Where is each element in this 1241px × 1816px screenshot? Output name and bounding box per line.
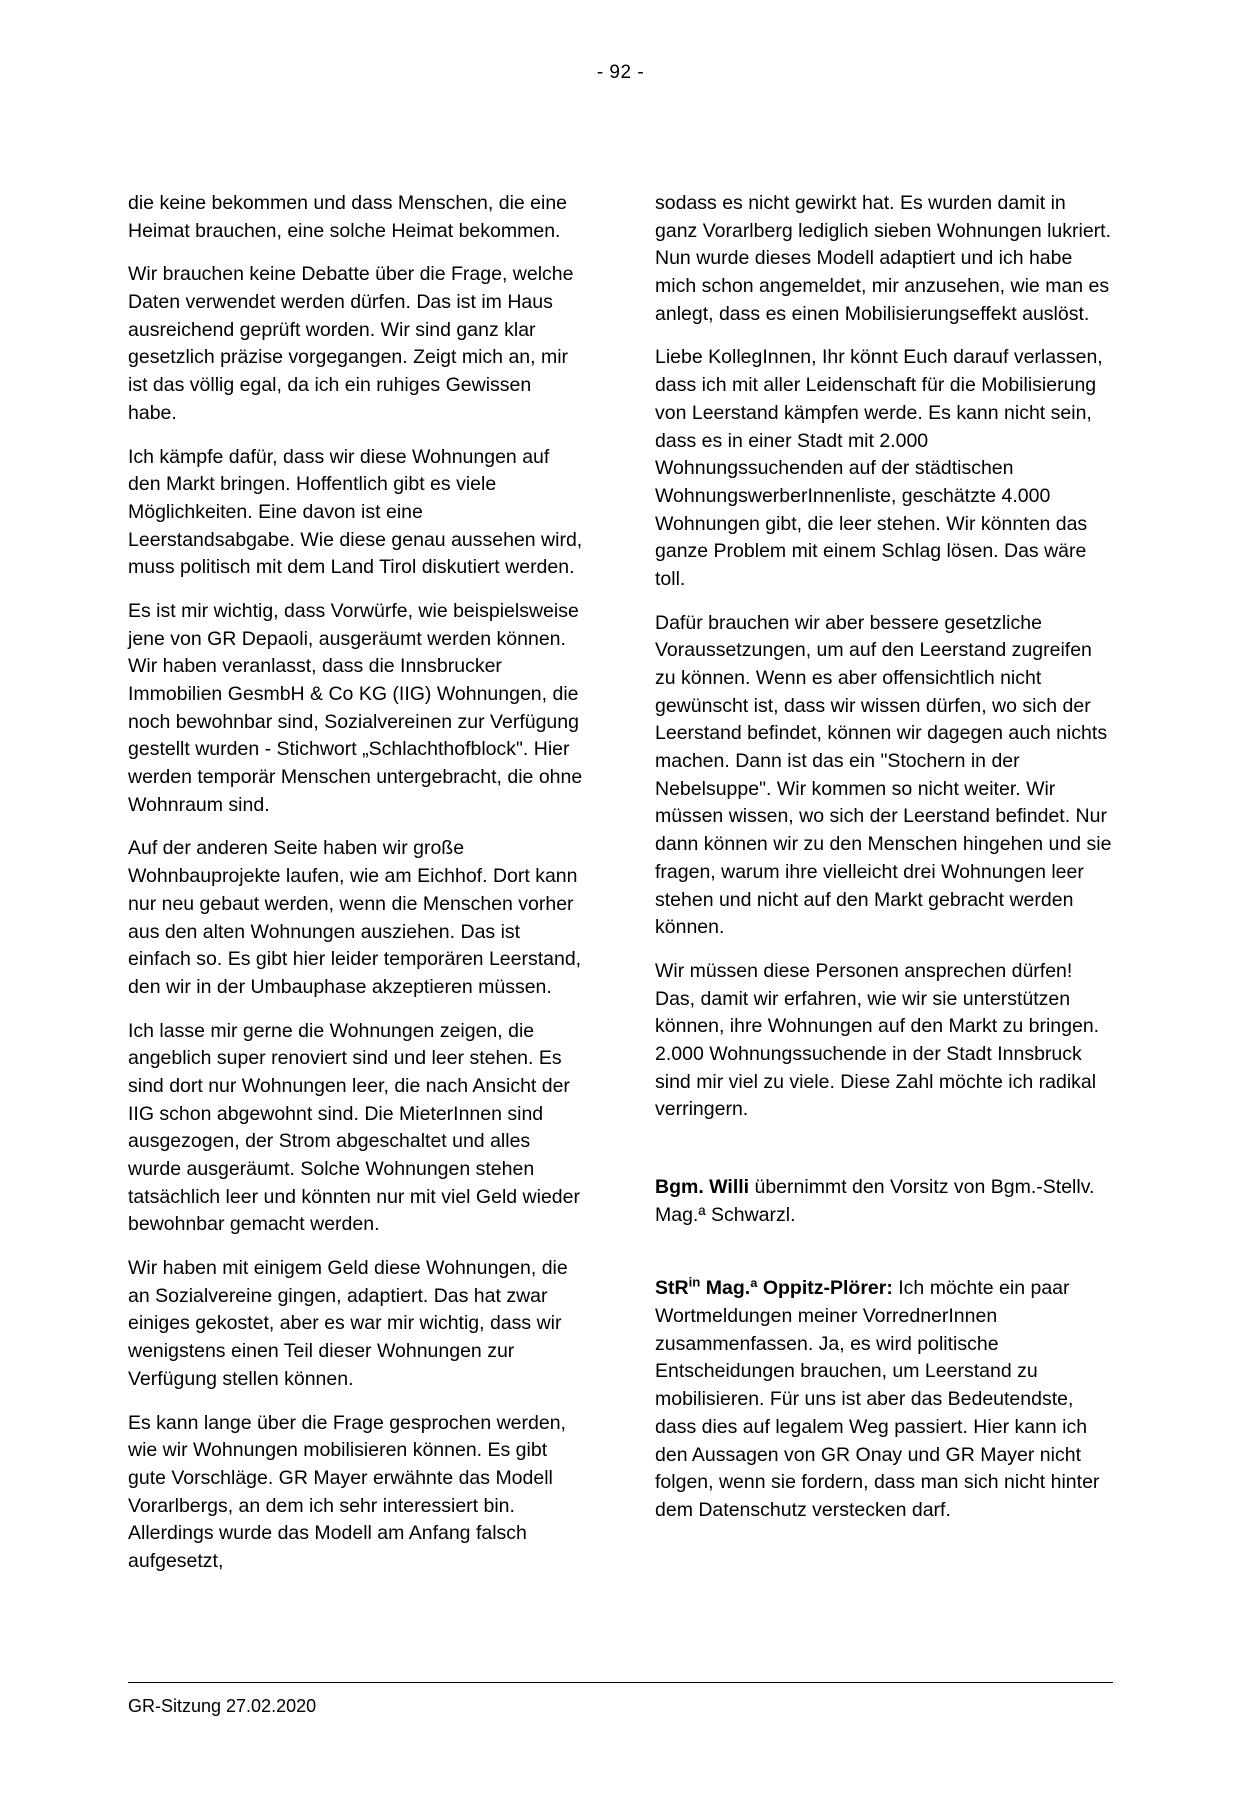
paragraph: Wir müssen diese Personen ansprechen dürfen! Das, damit wir erfahren, wie wir sie unterstützen können, ihre Wohnungen auf den Markt zu bringen. 2.000 Wohnungssuchende in der Stadt Innsbruck sind mir viel zu viele. Diese Zahl möchte ich radikal verringern. xyxy=(655,959,1100,1121)
chair-speaker-name: Bgm. Willi xyxy=(655,1176,750,1198)
paragraph: Es kann lange über die Frage gesprochen werden, wie wir Wohnungen mobilisieren können. Es gibt gute Vorschläge. GR Mayer erwähnte das Modell Vorarlbergs, an dem ich sehr interessiert bin. Allerdings wurde das Modell am Anfang falsch aufgesetzt, xyxy=(128,1411,566,1572)
paragraph: Dafür brauchen wir aber bessere gesetzliche Voraussetzungen, um auf den Leerstand zugreifen zu können. Wenn es aber offensichtlich nicht gewünscht ist, dass wir wissen dürfen, wo sich der Leerstand befindet, können wir dagegen auch nichts machen. Dann ist das ein "Stochern in der Nebelsuppe". Wir kommen so nicht weiter. Wir müssen wissen, wo sich der Leerstand befindet. Nur dann können wir zu den Menschen hingehen und sie fragen, warum ihre vielleicht drei Wohnungen leer stehen und nicht auf den Markt gebracht werden können. xyxy=(655,611,1112,939)
paragraph: Auf der anderen Seite haben wir große Wohnbauprojekte laufen, wie am Eichhof. Dort kann nur neu gebaut werden, wenn die Menschen vorher aus den alten Wohnungen ausziehen. Das ist einfach so. Es gibt hier leider temporären Leerstand, den wir in der Umbauphase akzeptieren müssen. xyxy=(128,837,582,998)
section-spacer xyxy=(655,1245,1112,1275)
left-column xyxy=(128,190,585,1576)
two-column-body xyxy=(128,190,1113,1576)
page-number: - 92 - xyxy=(596,62,645,83)
right-column xyxy=(655,190,1112,1576)
paragraph: Wir haben mit einigem Geld diese Wohnungen, die an Sozialvereine gingen, adaptiert. Das hat zwar einiges gekostet, aber es war mir wichtig, dass wir wenigstens einen Teil dieser Wohnungen zur Verfügung stellen können. xyxy=(128,1257,568,1390)
speaker-suffix-superscript: in xyxy=(688,1274,701,1290)
paragraph: Wir brauchen keine Debatte über die Frage, welche Daten verwendet werden dürfen. Das ist im Haus ausreichend geprüft worden. Wir sind ganz klar gesetzlich präzise vorgegangen. Zeigt mich an, mir ist das völlig egal, da ich ein ruhiges Gewissen habe. xyxy=(128,263,574,424)
speaker-rest: Mag.ª Oppitz-Plörer: xyxy=(700,1277,893,1300)
chair-note-text: übernimmt den Vorsitz von Bgm.-Stellv. Mag.ª Schwarzl. xyxy=(655,1176,1095,1226)
speech-text: Ich möchte ein paar Wortmeldungen meiner VorrednerInnen zusammenfassen. Ja, es wird politische Entscheidungen brauchen, um Leerstand zu mobilisieren. Für uns ist aber das Bedeutendste, dass dies auf legalem Weg passiert. Hier kann ich den Aussagen von GR Onay und GR Mayer nicht folgen, wenn sie fordern, dass man sich nicht hinter dem Datenschutz verstecken darf. xyxy=(655,1277,1100,1521)
paragraph: sodass es nicht gewirkt hat. Es wurden damit in ganz Vorarlberg lediglich sieben Wohnungen lukriert. Nun wurde dieses Modell adaptiert und ich habe mich schon angemeldet, mir anzusehen, wie man es anlegt, dass es einen Mobilisierungseffekt auslöst. xyxy=(655,192,1112,325)
document-page xyxy=(0,62,1241,1816)
footer-label: GR-Sitzung 27.02.2020 xyxy=(128,1696,317,1716)
chair-change-note xyxy=(655,1174,1112,1229)
paragraph: Ich kämpfe dafür, dass wir diese Wohnungen auf den Markt bringen. Hoffentlich gibt es viele Möglichkeiten. Eine davon ist eine Leerstandsabgabe. Wie diese genau aussehen wird, muss politisch mit dem Land Tirol diskutiert werden. xyxy=(128,445,583,579)
section-spacer xyxy=(655,1140,1112,1174)
paragraph: die keine bekommen und dass Menschen, die eine Heimat brauchen, eine solche Heimat bekommen. xyxy=(128,192,568,242)
speech-block xyxy=(655,1275,1112,1524)
speech-speaker-name xyxy=(655,1274,893,1300)
paragraph: Ich lasse mir gerne die Wohnungen zeigen, die angeblich super renoviert sind und leer stehen. Es sind dort nur Wohnungen leer, die nach Ansicht der IIG schon abgewohnt sind. Die MieterInnen sind ausgezogen, der Strom abgeschaltet und alles wurde ausgeräumt. Solche Wohnungen stehen tatsächlich leer und könnten nur mit viel Geld wieder bewohnbar gemacht werden. xyxy=(128,1019,580,1236)
footer-divider xyxy=(128,1682,1113,1683)
paragraph: Es ist mir wichtig, dass Vorwürfe, wie beispielsweise jene von GR Depaoli, ausgeräumt werden können. Wir haben veranlasst, dass die Innsbrucker Immobilien GesmbH & Co KG (IIG) Wohnungen, die noch bewohnbar sind, Sozialvereinen zur Verfügung gestellt wurden - Stichwort „Schlachthofblock". Hier werden temporär Menschen untergebracht, die ohne Wohnraum sind. xyxy=(128,599,583,816)
speaker-prefix: StR xyxy=(655,1277,689,1300)
paragraph: Liebe KollegInnen, Ihr könnt Euch darauf verlassen, dass ich mit aller Leidenschaft für die Mobilisierung von Leerstand kämpfen werde. Es kann nicht sein, dass es in einer Stadt mit 2.000 Wohnungssuchenden auf der städtischen WohnungswerberInnenliste, geschätzte 4.000 Wohnungen gibt, die leer stehen. Wir könnten das ganze Problem mit einem Schlag lösen. Das wäre toll. xyxy=(655,346,1103,590)
